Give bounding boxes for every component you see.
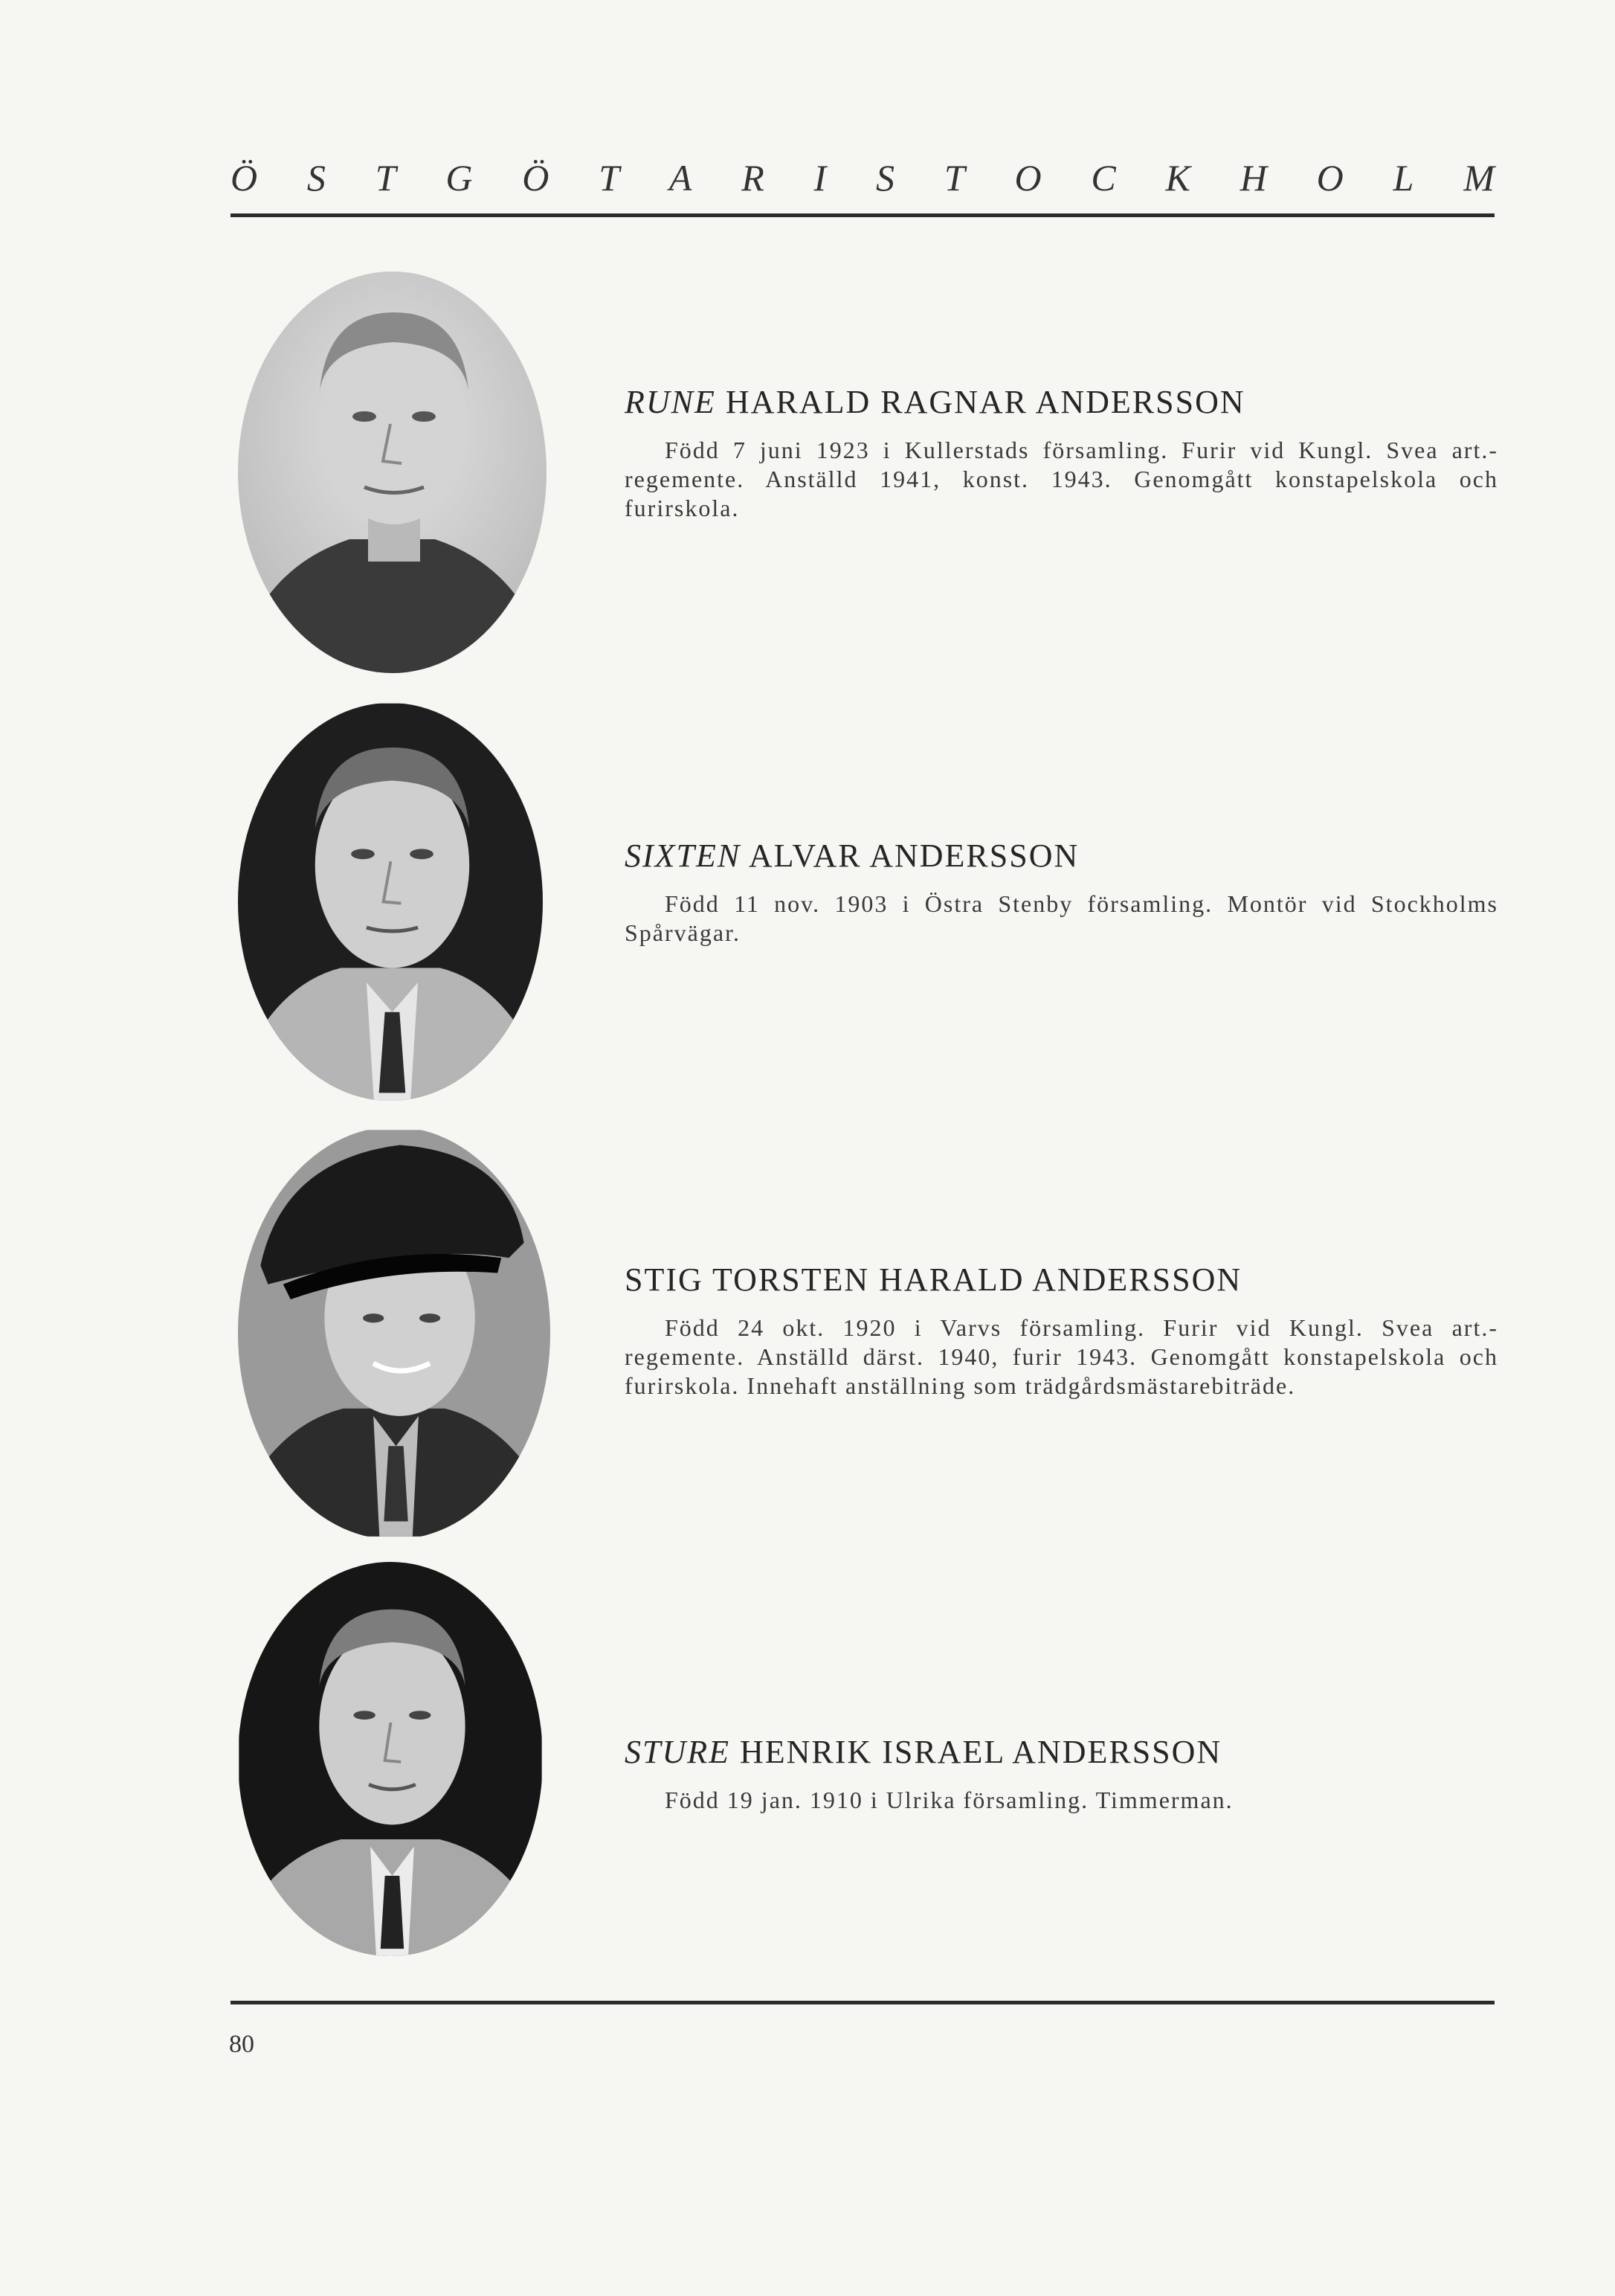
header-letter: O bbox=[1014, 157, 1042, 199]
given-name: STURE bbox=[625, 1734, 730, 1770]
person-name bbox=[625, 837, 1615, 875]
running-header bbox=[231, 156, 1495, 199]
header-letter: H bbox=[1240, 157, 1267, 199]
entry-text bbox=[625, 1733, 1615, 1815]
entry-text bbox=[625, 383, 1615, 523]
remaining-name: ALVAR ANDERSSON bbox=[748, 837, 1080, 874]
portrait-image bbox=[238, 1127, 550, 1540]
header-letter: A bbox=[668, 157, 692, 199]
portrait-image bbox=[238, 271, 547, 673]
remaining-name: HARALD RAGNAR ANDERSSON bbox=[725, 384, 1245, 420]
header-letter: Ö bbox=[522, 157, 549, 199]
remaining-name: HENRIK ISRAEL ANDERSSON bbox=[740, 1734, 1222, 1770]
biography-text: Född 24 okt. 1920 i Varvs församling. Furir vid Kungl. Svea art.-regemente. Anställd därst. 1940, furir 1943. Genomgått konstapelskola och furirskola. Innehaft anställning som trädgårdsmästarebiträde. bbox=[625, 1314, 1498, 1399]
person-name bbox=[625, 1261, 1615, 1299]
header-letter: T bbox=[944, 157, 965, 199]
given-name: RUNE bbox=[625, 384, 716, 420]
portrait-photo bbox=[238, 703, 543, 1101]
portrait-image bbox=[238, 1562, 543, 1956]
person-name bbox=[625, 1733, 1615, 1771]
biography-text: Född 7 juni 1923 i Kullerstads församling. Furir vid Kungl. Svea art.-regemente. Anställd 1941, konst. 1943. Genomgått konstapelskola och furirskola. bbox=[625, 437, 1498, 521]
portrait-image bbox=[238, 703, 543, 1101]
entry-text bbox=[625, 837, 1615, 948]
entry-text bbox=[625, 1261, 1615, 1401]
header-letter: C bbox=[1091, 157, 1116, 199]
header-letter: K bbox=[1165, 157, 1190, 199]
portrait-photo bbox=[238, 1127, 550, 1540]
portrait-photo bbox=[238, 1562, 543, 1956]
header-letter: G bbox=[445, 157, 473, 199]
header-letter: T bbox=[599, 157, 620, 199]
portrait-photo bbox=[238, 271, 547, 673]
biography-text: Född 19 jan. 1910 i Ulrika församling. Timmerman. bbox=[665, 1787, 1234, 1813]
header-letter: T bbox=[375, 157, 396, 199]
header-letter: S bbox=[876, 157, 895, 199]
footer-rule bbox=[231, 2001, 1495, 2004]
page-number: 80 bbox=[229, 2030, 254, 2058]
remaining-name: STIG TORSTEN HARALD ANDERSSON bbox=[625, 1261, 1242, 1298]
header-letter: Ö bbox=[231, 157, 258, 199]
person-name bbox=[625, 383, 1615, 421]
biography-text: Född 11 nov. 1903 i Östra Stenby församling. Montör vid Stockholms Spårvägar. bbox=[625, 890, 1498, 946]
given-name: SIXTEN bbox=[625, 837, 741, 874]
header-letter: M bbox=[1463, 157, 1495, 199]
header-letter: S bbox=[306, 157, 326, 199]
header-letter: O bbox=[1316, 157, 1344, 199]
header-letter: I bbox=[813, 157, 827, 199]
header-letter: L bbox=[1393, 157, 1414, 199]
header-letter: R bbox=[741, 157, 764, 199]
header-rule bbox=[231, 213, 1495, 217]
